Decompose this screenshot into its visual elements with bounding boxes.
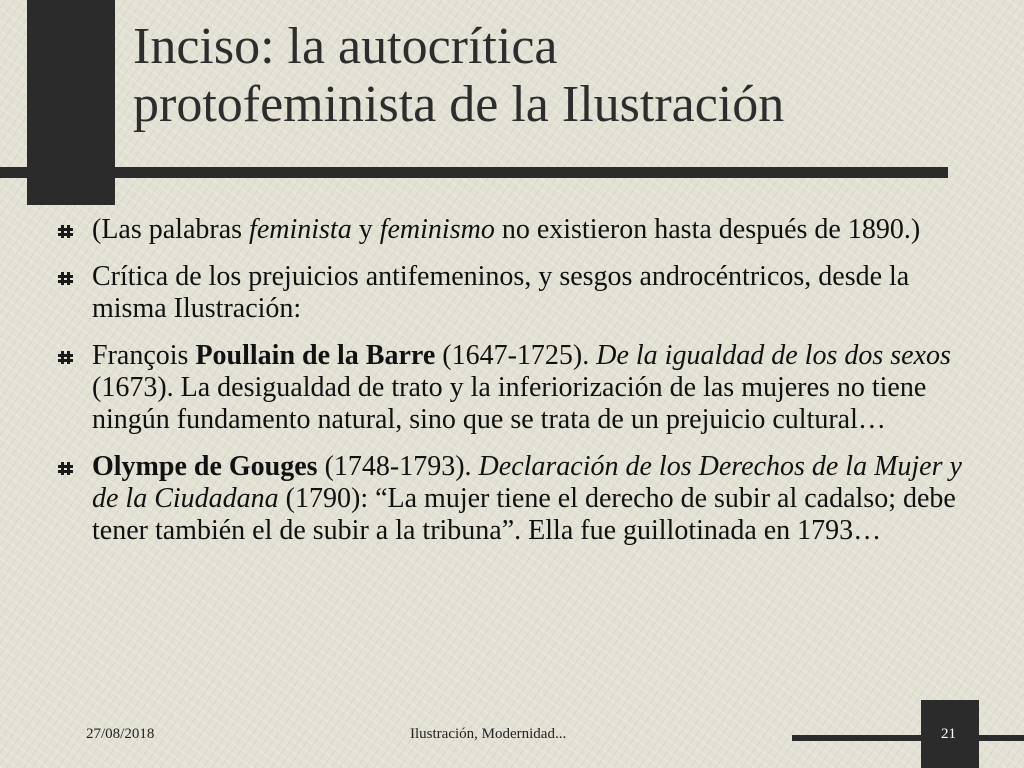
bullet-3-text-c: (1673). La desigualdad de trato y la inferiorización de las mujeres no tiene ningún fundamento natural, sino que se trata de un prejuicio cultural…: [92, 372, 927, 435]
bullet-1-text-a: (Las palabras: [92, 214, 250, 245]
hash-bullet-icon: [58, 225, 73, 238]
bullet-item-3: [55, 340, 975, 436]
bullet-1-term-feminista: feminista: [249, 214, 352, 245]
bullet-item-2: [55, 261, 975, 325]
bullet-item-4: [55, 451, 975, 547]
bullet-2-text: Crítica de los prejuicios antifemeninos, y sesgos androcéntricos, desde la misma Ilustración:: [92, 261, 910, 324]
hash-bullet-icon: [58, 272, 73, 285]
bullet-4-text-a: (1748-1793).: [317, 451, 479, 482]
bullet-3-text-a: François: [92, 340, 196, 371]
footer-rule: [792, 735, 1024, 741]
bullet-list: [55, 214, 975, 562]
hash-bullet-icon: [58, 351, 73, 364]
footer-date: 27/08/2018: [86, 726, 155, 742]
footer-title: Ilustración, Modernidad...: [410, 726, 567, 742]
bullet-4-author: Olympe de Gouges: [92, 451, 318, 482]
bullet-1-term-feminismo: feminismo: [379, 214, 495, 245]
slide-title: [133, 18, 993, 134]
slide-title-line-1: Inciso: la autocrítica: [133, 18, 558, 75]
bullet-3-author: Poullain de la Barre: [195, 340, 436, 371]
bullet-1-text-b: y: [351, 214, 380, 245]
slide-title-line-2: protofeminista de la Ilustración: [133, 76, 785, 133]
hash-bullet-icon: [58, 462, 73, 475]
bullet-3-text-b: (1647-1725).: [435, 340, 597, 371]
bullet-item-1: [55, 214, 975, 246]
slide-number: 21: [941, 726, 956, 742]
title-divider-rule: [0, 167, 948, 178]
bullet-4-work-title: Declaración de los Derechos de la Mujer y de la Ciudadana: [92, 451, 962, 514]
bullet-4-text-b: (1790): “La mujer tiene el derecho de subir al cadalso; debe tener también el de subir a la tribuna”. Ella fue guillotinada en 1793…: [92, 483, 956, 546]
bullet-1-text-c: no existieron hasta después de 1890.): [494, 214, 921, 245]
bullet-3-work-title: De la igualdad de los dos sexos: [596, 340, 951, 371]
